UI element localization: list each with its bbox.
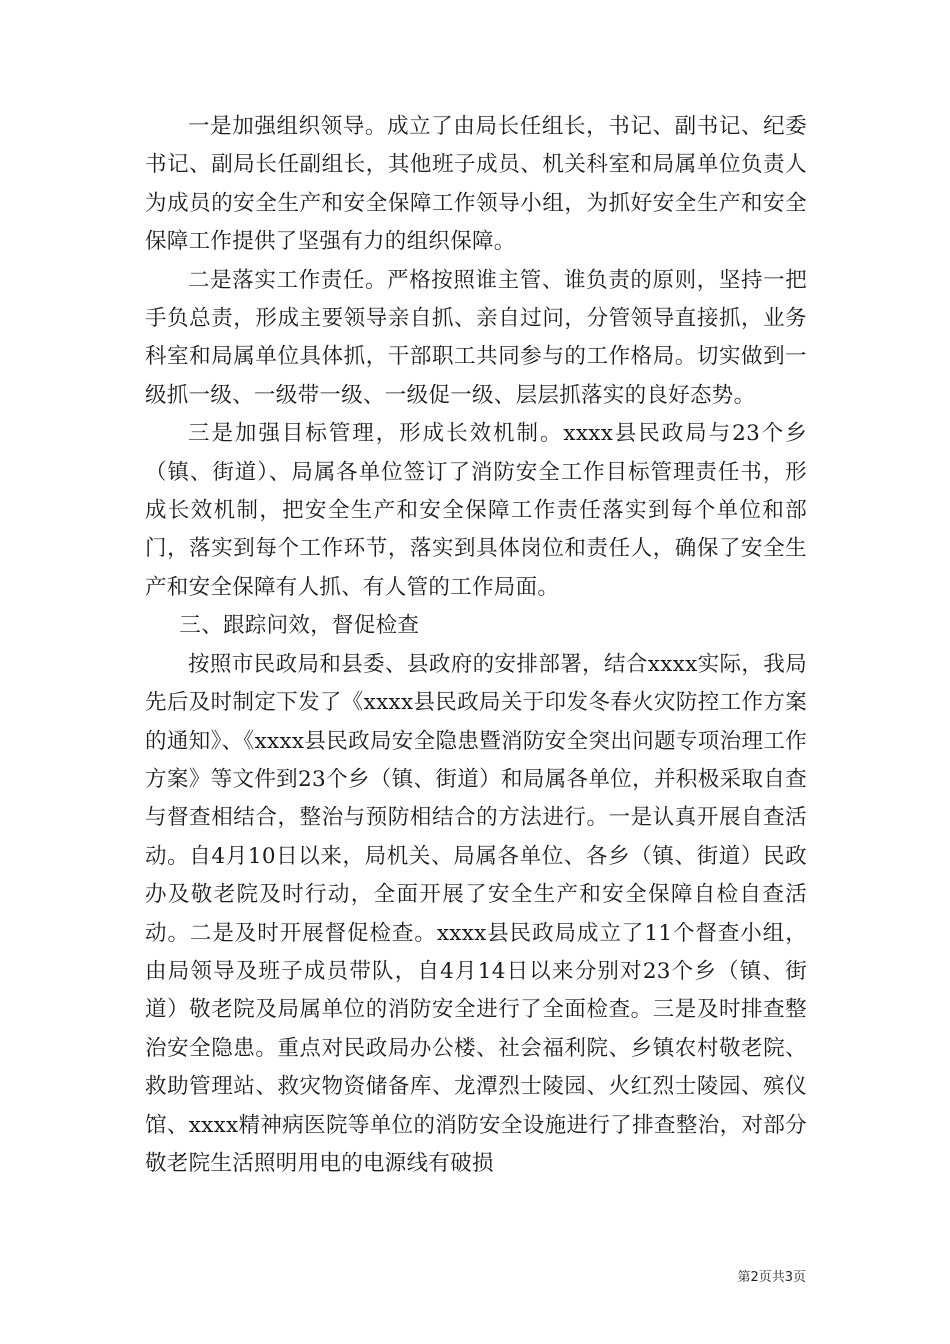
paragraph-target-management: 三是加强目标管理，形成长效机制。xxxx县民政局与23个乡（镇、街道）、局属各单位签订了消防安全工作目标管理责任书，形成长效机制，把安全生产和安全保障工作责任落实到每个单位和部门，落实到每个工作环节，落实到具体岗位和责任人，确保了安全生产和安全保障有人抓、有人管的工作局面。 <box>145 421 807 600</box>
section-heading-inspection: 三、跟踪问效，督促检查 <box>179 613 420 639</box>
paragraph-organization-leadership: 一是加强组织领导。成立了由局长任组长，书记、副书记、纪委书记、副局长任副组长，其他班子成员、机关科室和局属单位负责人为成员的安全生产和安全保障工作领导小组，为抓好安全生产和安全保障工作提供了坚强有力的组织保障。 <box>145 114 807 255</box>
page-number: 第2页共3页 <box>737 1270 806 1285</box>
paragraph-inspection-details: 按照市民政局和县委、县政府的安排部署，结合xxxx实际，我局先后及时制定下发了《xxxx县民政局关于印发冬春火灾防控工作方案的通知》、《xxxx县民政局安全隐患暨消防安全突出问题专项治理工作方案》等文件到23个乡（镇、街道）和局属各单位，并积极采取自查与督查相结合，整治与预防相结合的方法进行。一是认真开展自查活动。自4月10日以来，局机关、局属各单位、各乡（镇、街道）民政办及敬老院及时行动，全面开展了安全生产和安全保障自检自查活动。二是及时开展督促检查。xxxx县民政局成立了11个督查小组，由局领导及班子成员带队，自4月14日以来分别对23个乡（镇、街道）敬老院及局属单位的消防安全进行了全面检查。三是及时排查整治安全隐患。重点对民政局办公楼、社会福利院、乡镇农村敬老院、救助管理站、救灾物资储备库、龙潭烈士陵园、火红烈士陵园、殡仪馆、xxxx精神病医院等单位的消防安全设施进行了排查整治，对部分敬老院生活照明用电的电源线有破损 <box>145 651 807 1176</box>
paragraph-work-responsibility: 二是落实工作责任。严格按照谁主管、谁负责的原则，坚持一把手负总责，形成主要领导亲自抓、亲自过问，分管领导直接抓，业务科室和局属单位具体抓，干部职工共同参与的工作格局。切实做到一级抓一级、一级带一级、一级促一级、层层抓落实的良好态势。 <box>145 267 807 408</box>
document-body <box>145 108 807 1183</box>
